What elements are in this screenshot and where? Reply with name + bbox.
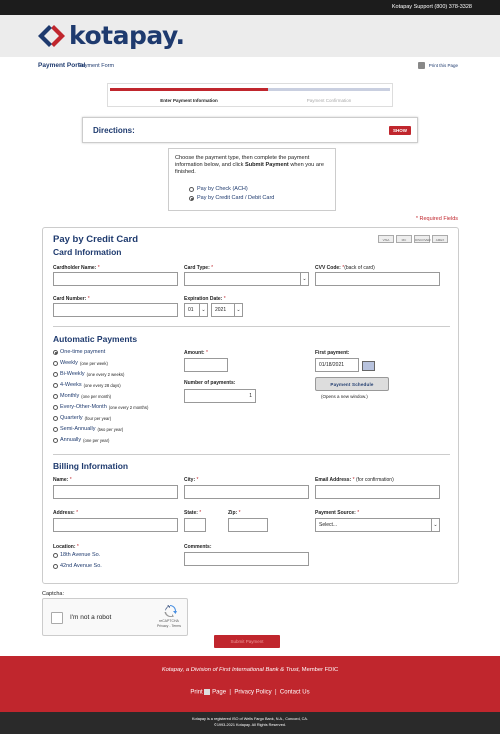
calendar-icon[interactable] [362, 361, 375, 371]
freq-note: (one every 2 months) [108, 404, 149, 410]
card-info-subtitle: Card Information [53, 247, 122, 257]
radio-icon[interactable] [53, 438, 58, 443]
exp-year-value: 2021 [215, 307, 227, 313]
freq-option[interactable] [53, 349, 105, 355]
email-input[interactable] [315, 485, 440, 499]
radio-selected-icon[interactable] [53, 350, 58, 355]
num-payments-label: Number of payments: [184, 380, 236, 386]
card-type-select[interactable] [184, 272, 309, 286]
comments-input[interactable] [184, 552, 309, 566]
freq-note: (one per year) [83, 437, 110, 443]
divider [53, 326, 450, 327]
step2-bar [268, 88, 390, 91]
contact-us-link[interactable]: Contact Us [279, 689, 310, 696]
location-option[interactable] [53, 563, 102, 569]
payment-source-value: Select... [319, 522, 338, 528]
footer [0, 656, 500, 712]
print-page-link[interactable] [418, 62, 458, 69]
location-label: Location: * [53, 544, 79, 550]
num-payments-input[interactable]: 1 [184, 389, 256, 403]
logo-chevron-icon [38, 22, 66, 50]
chevron-down-icon: ⌄ [234, 304, 242, 316]
footer-print-link[interactable]: Print [190, 689, 203, 696]
cvv-label: CVV Code: *(back of card) [315, 265, 375, 271]
support-phone[interactable]: Kotapay Support (800) 378-3328 [391, 4, 472, 10]
cardholder-input[interactable] [53, 272, 178, 286]
amount-input[interactable] [184, 358, 228, 372]
top-bar [0, 0, 500, 15]
freq-note: (one per week) [79, 360, 108, 366]
freq-option[interactable] [53, 360, 108, 366]
radio-icon[interactable] [53, 394, 58, 399]
submit-payment-button[interactable]: Submit Payment [214, 635, 280, 648]
freq-option[interactable] [53, 437, 109, 443]
payment-schedule-button[interactable]: Payment Schedule [315, 377, 389, 391]
exp-year-select[interactable] [211, 303, 243, 317]
freq-label: Weekly [60, 360, 78, 366]
location-label-text: 18th Avenue So. [60, 552, 101, 558]
state-label: State: * [184, 510, 202, 516]
zip-input[interactable] [228, 518, 268, 532]
chevron-down-icon: ⌄ [300, 273, 308, 285]
radio-icon[interactable] [53, 553, 58, 558]
freq-note: (four per year) [84, 415, 112, 421]
pay-by-card-option[interactable] [189, 195, 274, 201]
legal-line-1: Kotapay is a registered ISO of Wells Fargo Bank, N.A., Concord, CA. [192, 717, 308, 721]
step1-bar [110, 88, 268, 91]
pay-by-card-label: Pay by Credit Card / Debit Card [197, 195, 275, 201]
city-input[interactable] [184, 485, 309, 499]
comments-label: Comments: [184, 544, 212, 550]
radio-selected-icon[interactable] [189, 196, 194, 201]
member-fdic-link[interactable]: Member FDIC [301, 667, 339, 673]
freq-option[interactable] [53, 426, 123, 432]
email-label: Email Address: * (for confirmation) [315, 477, 394, 483]
zip-label: Zip: * [228, 510, 241, 516]
privacy-policy-link[interactable]: Privacy Policy [234, 689, 272, 696]
radio-icon[interactable] [53, 383, 58, 388]
cvv-input[interactable] [315, 272, 440, 286]
address-label: Address: * [53, 510, 79, 516]
header [0, 15, 500, 57]
recaptcha-icon [163, 605, 177, 617]
print-label: Print this Page [428, 63, 458, 68]
footer-division: Kotapay, a Division of First International Bank & Trust, Member FDIC [161, 667, 339, 673]
city-label: City: * [184, 477, 199, 483]
required-fields-note: * Required Fields [415, 216, 458, 222]
exp-month-value: 01 [188, 307, 194, 313]
card-logos [378, 235, 448, 243]
recaptcha-text: I'm not a robot [70, 614, 112, 621]
name-label: Name: * [53, 477, 72, 483]
address-input[interactable] [53, 518, 178, 532]
cardholder-label: Cardholder Name: * [53, 265, 100, 271]
directions-title: Directions: [93, 126, 135, 135]
visa-icon: VISA [378, 235, 394, 243]
payment-type-instructions: Choose the payment type, then complete the payment information below, and click Submit Payment when you are finished. [175, 155, 324, 175]
show-directions-button[interactable]: SHOW [389, 126, 411, 135]
step2-label: Payment Confirmation [306, 98, 352, 103]
freq-option[interactable] [53, 415, 111, 421]
page-subtitle: Payment Form [78, 62, 115, 69]
payment-type-panel [168, 148, 336, 211]
chevron-down-icon: ⌄ [431, 519, 439, 531]
card-number-label: Card Number: * [53, 296, 90, 302]
radio-icon[interactable] [53, 416, 58, 421]
freq-option[interactable] [53, 404, 148, 410]
discover-icon: DISCOVER [414, 235, 430, 243]
payment-source-label: Payment Source: * [315, 510, 360, 516]
step1-label: Enter Payment Information [160, 98, 218, 103]
recaptcha-widget [42, 598, 188, 636]
opens-new-window-note: (Opens a new window.) [321, 394, 368, 399]
recaptcha-brand: reCAPTCHA Privacy - Terms [156, 619, 181, 628]
radio-icon[interactable] [53, 405, 58, 410]
freq-note: (one per month) [81, 393, 112, 399]
location-option[interactable] [53, 552, 100, 558]
captcha-label: Captcha: [42, 591, 65, 597]
kotapay-logo[interactable] [38, 21, 184, 50]
freq-option[interactable] [53, 371, 124, 377]
freq-label: Annually [60, 437, 82, 443]
freq-note: (two per year) [97, 426, 124, 432]
freq-label: 4-Weeks [60, 382, 82, 388]
freq-option[interactable] [53, 382, 121, 388]
progress-steps [107, 83, 393, 107]
copyright: ©1993-2021 Kotapay. All Rights Reserved. [214, 722, 286, 727]
payment-source-select[interactable] [315, 518, 440, 532]
auto-payments-title: Automatic Payments [53, 334, 138, 344]
footer-page-link[interactable]: Page [212, 689, 227, 696]
freq-label: Monthly [60, 393, 80, 399]
amount-label: Amount: * [184, 350, 208, 356]
state-input[interactable] [184, 518, 206, 532]
radio-icon[interactable] [53, 372, 58, 377]
name-input[interactable] [53, 485, 178, 499]
freq-label: Quarterly [60, 415, 83, 421]
card-section-title: Pay by Credit Card [53, 234, 138, 245]
radio-icon[interactable] [53, 361, 58, 366]
radio-icon[interactable] [189, 187, 194, 192]
chevron-down-icon: ⌄ [199, 304, 207, 316]
first-payment-label: First payment: [315, 350, 350, 356]
expiration-label: Expiration Date: * [184, 296, 226, 302]
breadcrumb [0, 57, 500, 71]
printer-icon [204, 689, 210, 695]
logo-text: kotapay. [69, 21, 185, 50]
divider [53, 454, 450, 455]
directions-panel [82, 117, 418, 143]
freq-note: (one every 28 days) [83, 382, 121, 388]
freq-option[interactable] [53, 393, 111, 399]
radio-icon[interactable] [53, 427, 58, 432]
exp-month-select[interactable] [184, 303, 208, 317]
recaptcha-checkbox[interactable] [51, 612, 63, 624]
card-number-input[interactable] [53, 303, 178, 317]
amex-icon: AMEX [432, 235, 448, 243]
pay-by-check-option[interactable] [189, 186, 248, 192]
freq-note: (one every 2 weeks) [86, 371, 125, 377]
freq-label: One-time payment [60, 349, 106, 355]
freq-label: Semi-Annually [60, 426, 96, 432]
location-label-text: 42nd Avenue So. [60, 563, 102, 569]
footer-links: Print Page | Privacy Policy | Contact Us [190, 689, 310, 696]
mastercard-icon: MC [396, 235, 412, 243]
payment-form [42, 227, 459, 584]
footer-legal [0, 712, 500, 734]
printer-icon [418, 62, 425, 69]
first-payment-input[interactable]: 01/18/2021 [315, 358, 359, 372]
page-title: Payment Portal [38, 62, 86, 69]
freq-label: Bi-Weekly [60, 371, 85, 377]
radio-icon[interactable] [53, 564, 58, 569]
billing-title: Billing Information [53, 461, 129, 471]
card-type-label: Card Type: * [184, 265, 214, 271]
freq-label: Every-Other-Month [60, 404, 107, 410]
pay-by-check-label: Pay by Check (ACH) [197, 186, 248, 192]
